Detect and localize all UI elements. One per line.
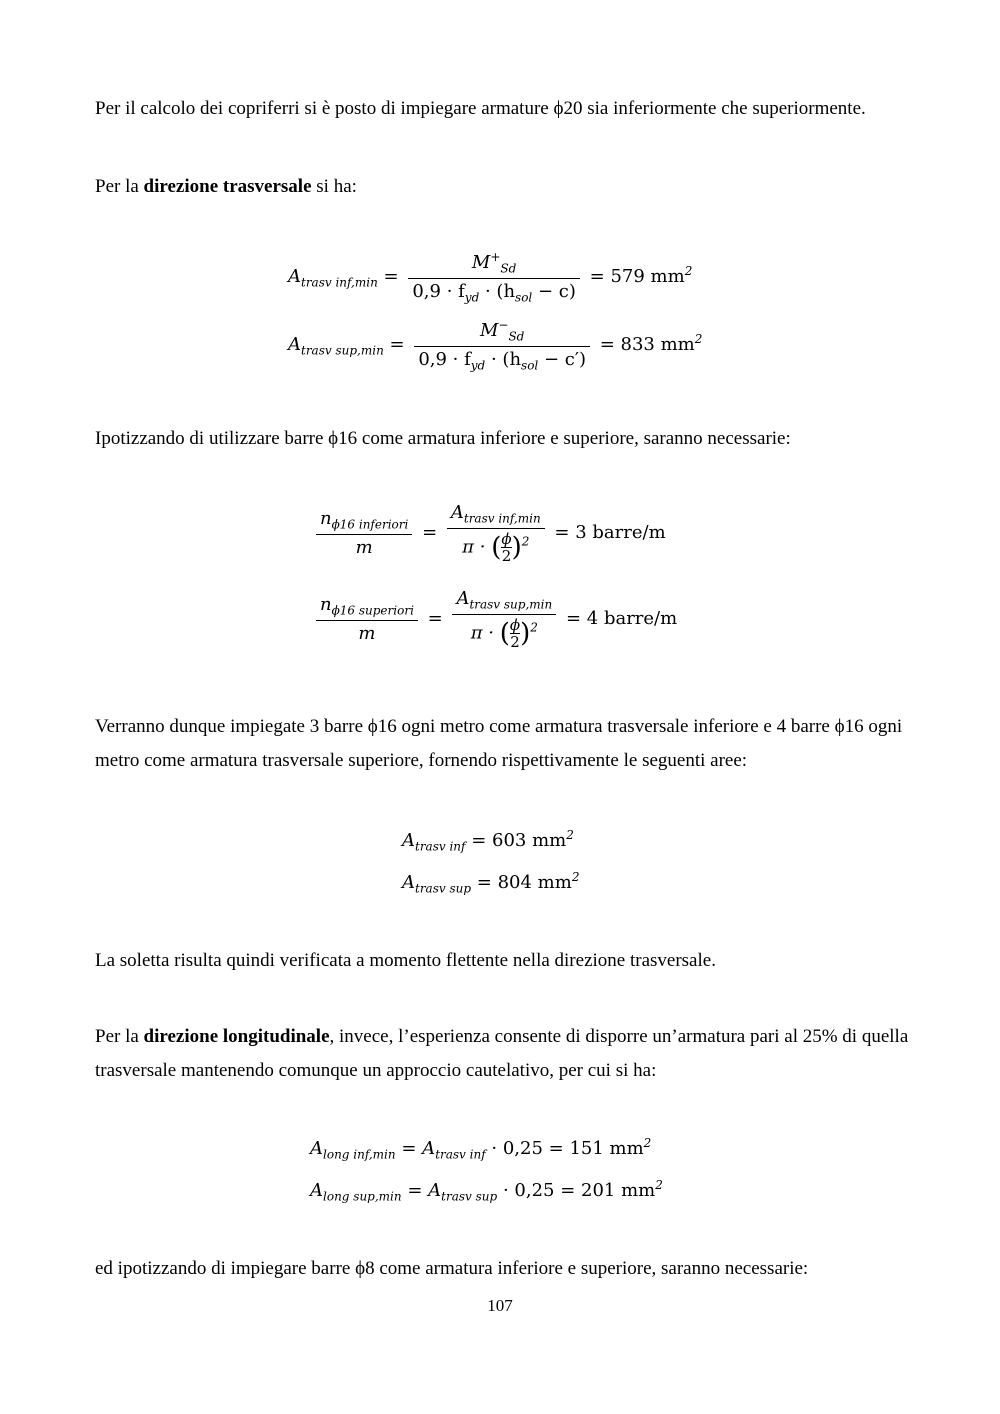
result: = 603 mm: [471, 830, 567, 851]
fraction: [414, 318, 590, 372]
symbol: A: [310, 1138, 323, 1159]
mini-fraction: $\frac{\phi}{2}$: [509, 615, 521, 651]
text: Per la: [95, 176, 144, 197]
superscript: 2: [643, 1136, 652, 1150]
text: − c): [532, 280, 576, 302]
symbol: A: [288, 266, 301, 288]
symbol: M: [479, 320, 499, 341]
equation-a-trasv-inf-min: $A_{trasv inf,min}$ = $\frac{M^+_{Sd}}{0,9 \cdot f_{yd} \cdot (h_{sol} - c)}$ = 579 $mm^2$: [288, 250, 693, 305]
equation-a-trasv-sup: [402, 870, 579, 896]
subscript: sol: [521, 358, 539, 373]
fraction: [316, 508, 412, 558]
bold-term: direzione trasversale: [143, 176, 312, 197]
subscript: ϕ16 superiori: [331, 603, 414, 618]
paragraph-soletta-verificata: La soletta risulta quindi verificata a momento flettente nella direzione trasversale.: [95, 950, 716, 971]
text: , invece, l’esperienza consente di disporre un’armatura pari al 25% di quella trasversale mantenendo comunque un approccio cautelativo, per cui si ha:: [95, 1026, 909, 1081]
text: − c′): [538, 348, 586, 370]
exponent: 2: [530, 620, 538, 635]
pi-symbol: π ·: [470, 622, 495, 644]
subscript: trasv inf,min: [301, 275, 378, 290]
equation-a-trasv-inf: [402, 828, 574, 854]
superscript: 2: [566, 828, 574, 842]
equation-a-long-inf-min: [310, 1136, 651, 1162]
superscript: 2: [571, 870, 580, 884]
result: = 833 mm: [599, 334, 695, 356]
subscript: sol: [515, 290, 533, 305]
paragraph-verranno-impiegate: Verranno dunque impiegate 3 barre ϕ16 ogni metro come armatura trasversale inferiore e 4 barre ϕ16 ogni metro come armatura trasversale superiore, fornendo rispettivamente le seguenti aree:: [95, 716, 903, 771]
text: = A: [401, 1138, 436, 1159]
symbol: n: [320, 508, 332, 529]
paragraph-ipotizzando-phi8: ed ipotizzando di impiegare barre ϕ8 come armatura inferiore e superiore, saranno necessarie:: [95, 1258, 809, 1279]
bold-term: direzione longitudinale: [143, 1026, 330, 1047]
text: Per la: [95, 1026, 144, 1047]
text: si ha:: [311, 176, 357, 197]
result: · 0,25 = 201 mm: [502, 1180, 656, 1201]
paragraph-copriferri: Per il calcolo dei copriferri si è posto di impiegare armature ϕ20 sia inferiormente che superiormente.: [95, 98, 866, 119]
paragraph-ipotizzando-phi16: Ipotizzando di utilizzare barre ϕ16 come armatura inferiore e superiore, saranno necessarie:: [95, 428, 791, 449]
paragraph-direzione-trasversale: [95, 170, 910, 204]
symbol: M: [471, 252, 491, 273]
equation-n-phi16-inferiori: $\frac{n_{\phi 16 inferiori}}{m}$ = $A_{trasv inf,min}$ π · ( $\frac{\phi}{2}$ )$^2$ = 3 barre/m: [312, 502, 666, 564]
text: · (h: [479, 280, 516, 302]
subscript: Sd: [500, 261, 517, 276]
symbol: A: [402, 830, 415, 851]
subscript: trasv sup: [415, 881, 472, 896]
text: 0,9 · f: [412, 280, 465, 302]
subscript: Sd: [508, 329, 525, 344]
result: = 804 mm: [476, 872, 572, 893]
pi-symbol: π ·: [462, 536, 486, 558]
result: = 579 mm: [589, 266, 685, 288]
subscript: yd: [470, 358, 486, 373]
subscript: long sup,min: [323, 1189, 402, 1204]
text: · (h: [485, 348, 522, 370]
symbol: A: [456, 588, 470, 609]
fraction: [316, 594, 418, 644]
superscript: −: [498, 318, 509, 332]
symbol: A: [310, 1180, 323, 1201]
fraction: $A_{trasv sup,min}$ π · ( $\frac{\phi}{2}$ )$^2$: [452, 588, 556, 650]
superscript: +: [490, 250, 501, 264]
equation-n-phi16-superiori: $\frac{n_{\phi 16 superiori}}{m}$ = $A_{trasv sup,min}$ π · ( $\frac{\phi}{2}$ )$^2$ = 4 barre/m: [312, 588, 677, 650]
superscript: 2: [655, 1178, 663, 1192]
subscript: yd: [464, 290, 480, 305]
subscript: long inf,min: [323, 1147, 396, 1162]
superscript: 2: [684, 264, 693, 279]
symbol: A: [288, 334, 301, 356]
mini-fraction: $\frac{\phi}{2}$: [501, 529, 512, 565]
fraction: [408, 250, 580, 304]
subscript: trasv inf,min: [463, 511, 541, 526]
page-number: 107: [487, 1296, 513, 1315]
exponent: 2: [521, 534, 530, 549]
fraction: $A_{trasv inf,min}$ π · ( $\frac{\phi}{2}$ )$^2$: [447, 502, 545, 564]
paragraph-direzione-longitudinale: [95, 1020, 910, 1088]
equation-a-long-sup-min: [310, 1178, 663, 1204]
subscript: trasv sup,min: [469, 597, 553, 612]
subscript: trasv sup,min: [301, 343, 384, 358]
subscript: trasv inf: [415, 839, 466, 854]
symbol: A: [402, 872, 415, 893]
equation-a-trasv-sup-min: $A_{trasv sup,min}$ = $\frac{M^-_{Sd}}{0,9 \cdot f_{yd} \cdot (h_{sol} - c')}$ = 833 $mm^2$: [288, 318, 703, 373]
symbol: A: [450, 502, 464, 523]
subscript: ϕ16 inferiori: [331, 517, 409, 532]
result: = 3 barre/m: [554, 521, 666, 543]
subscript: trasv sup: [441, 1189, 498, 1204]
denominator: m: [355, 536, 373, 558]
text: = A: [407, 1180, 442, 1201]
subscript: trasv inf: [435, 1147, 486, 1162]
result: = 4 barre/m: [565, 607, 678, 629]
superscript: 2: [694, 332, 703, 347]
symbol: n: [320, 594, 332, 615]
result: · 0,25 = 151 mm: [491, 1138, 644, 1159]
denominator: m: [358, 622, 376, 644]
text: 0,9 · f: [418, 348, 471, 370]
